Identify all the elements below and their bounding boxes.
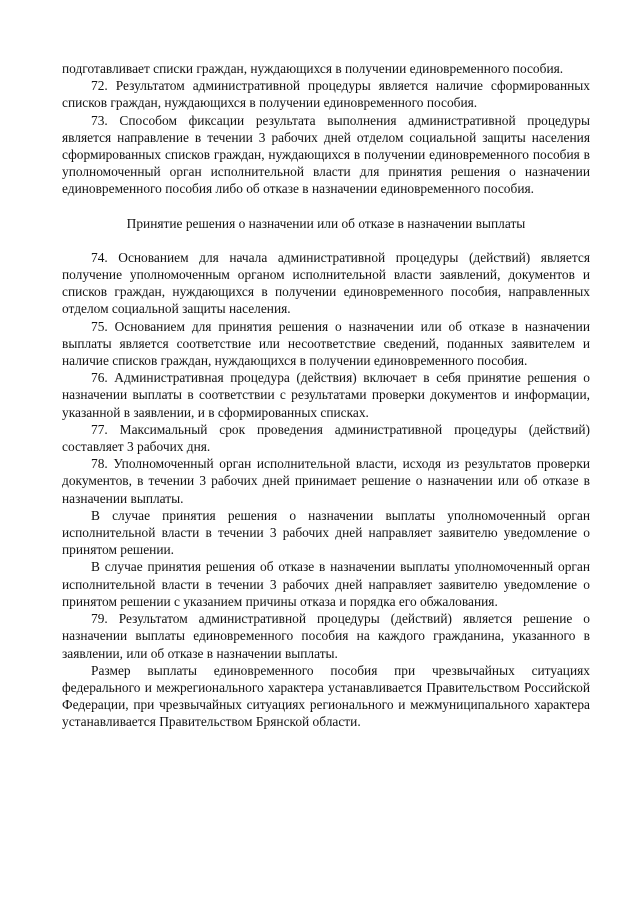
paragraph-72: 72. Результатом административной процедуры является наличие сформированных списков граждан, нуждающихся в получении единовременного пособия. <box>62 78 590 111</box>
paragraph-73: 73. Способом фиксации результата выполнения административной процедуры является направление в течении 3 рабочих дней отделом социальной защиты населения сформированных списков граждан, нуждающихся в получении единовременного пособия в уполномоченный орган исполнительной власти для принятия решения о назначении единовременного пособия либо об отказе в назначении единовременного пособия. <box>62 112 590 197</box>
section-heading: Принятие решения о назначении или об отказе в назначении выплаты <box>126 215 526 231</box>
paragraph-77: 77. Максимальный срок проведения административной процедуры (действий) составляет 3 рабочих дня. <box>62 421 590 455</box>
paragraph-75: 75. Основанием для принятия решения о назначении или об отказе в назначении выплаты является соответствие или несоответствие сведений, поданных заявителем и наличие списков граждан, нуждающихся в получении единовременного пособия. <box>62 318 590 369</box>
paragraph-78: 78. Уполномоченный орган исполнительной власти, исходя из результатов проверки документов, в течении 3 рабочих дней принимает решение о назначении или об отказе в назначении выплаты. <box>62 456 590 506</box>
paragraph-78-approval: В случае принятия решения о назначении выплаты уполномоченный орган исполнительной власти в течении 3 рабочих дней направляет заявителю уведомление о принятом решении. <box>62 507 590 558</box>
paragraph-78-refusal: В случае принятия решения об отказе в назначении выплаты уполномоченный орган исполнительной власти в течении 3 рабочих дней направляет заявителю уведомление о принятом решении с указанием причины отказа и порядка его обжалования. <box>62 559 590 609</box>
paragraph-79: 79. Результатом административной процедуры (действий) является решение о назначении выплаты единовременного пособия на каждого гражданина, указанного в заявлении, или об отказе в назначении выплаты. <box>62 611 590 661</box>
paragraph-74: 74. Основанием для начала административной процедуры (действий) является получение уполномоченным органом исполнительной власти заявлений, документов и списков граждан, нуждающихся в получении единовременного пособия, направленных отделом социальной защиты населения. <box>62 249 590 317</box>
paragraph-76: 76. Административная процедура (действия) включает в себя принятие решения о назначении выплаты в соответствии с результатами проверки документов и информации, указанной в заявлении, и в сформированных списках. <box>62 370 590 420</box>
document-page <box>62 60 590 731</box>
paragraph-79-amount: Размер выплаты единовременного пособия при чрезвычайных ситуациях федерального и межрегионального характера устанавливается Правительством Российской Федерации, при чрезвычайных ситуациях регионального и межмуниципального характера устанавливается Правительством Брянской области. <box>62 662 590 730</box>
paragraph-continuation: подготавливает списки граждан, нуждающихся в получении единовременного пособия. <box>62 61 564 76</box>
